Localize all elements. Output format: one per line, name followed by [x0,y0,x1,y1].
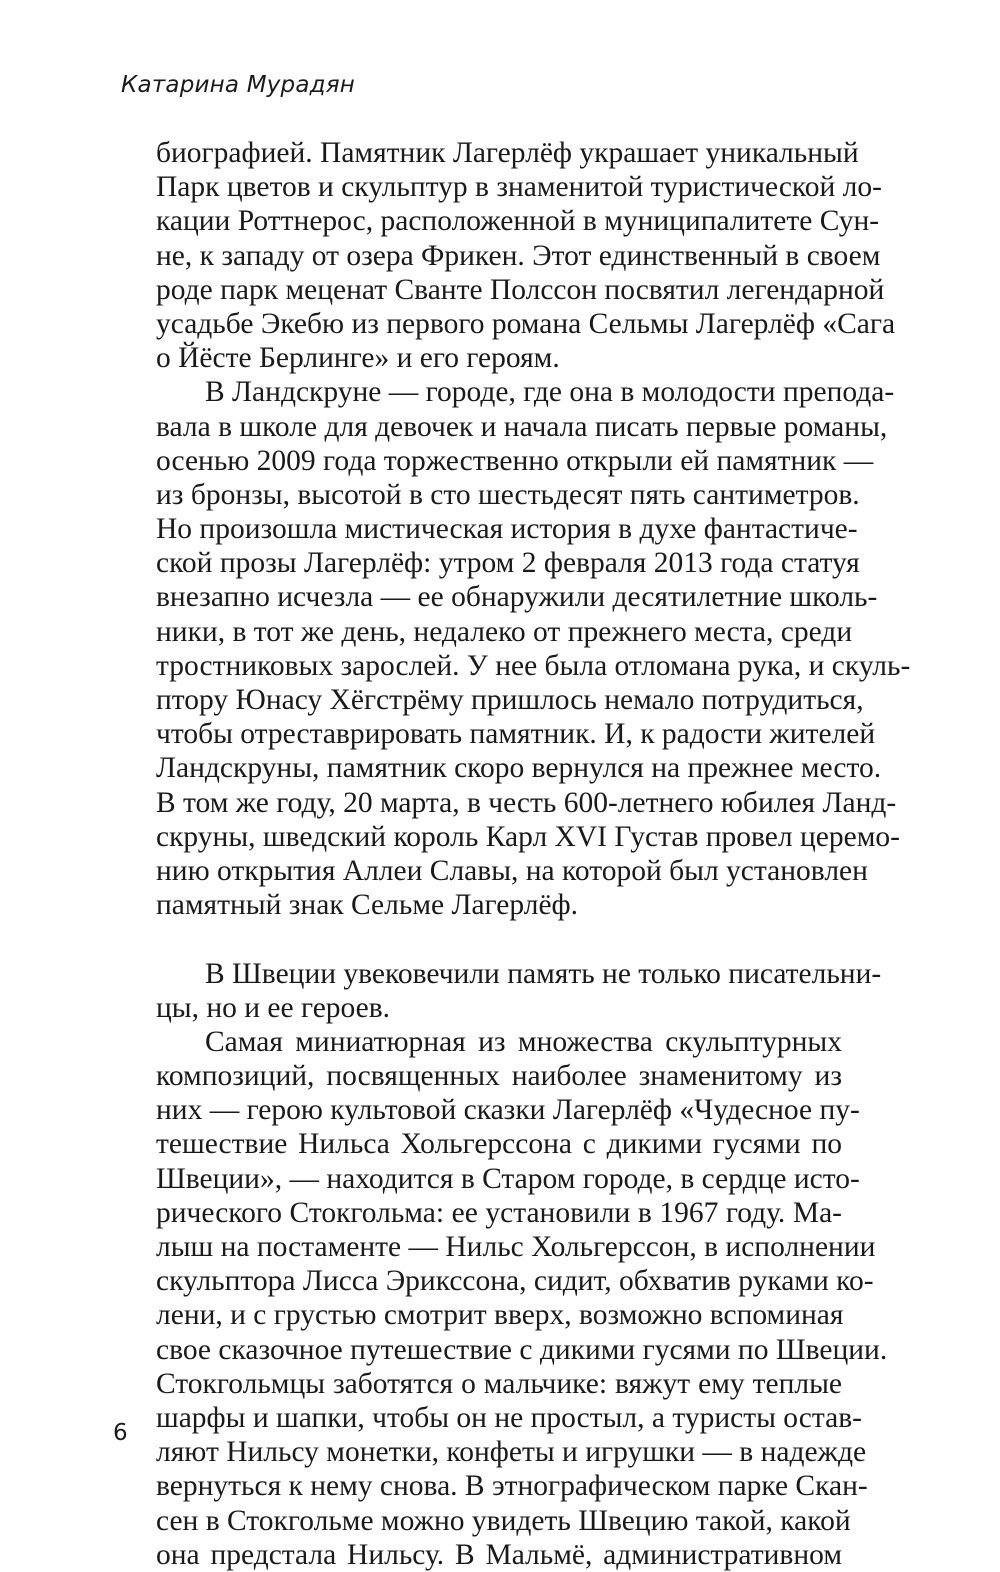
text-line: композиций, посвященных наиболее знаменитому из [156,1060,842,1093]
text-line: осенью 2009 года торжественно открыли ей памятник — [156,444,874,477]
text-line: вала в школе для девочек и начала писать первые романы, [156,410,888,443]
text-line: вернуться к нему снова. В этнографическом парке Скан- [156,1470,868,1503]
text-line: она предстала Нильсу. В Мальмё, административном [156,1538,842,1571]
text-line: цы, но и ее героев. [156,991,391,1024]
text-line: В том же году, 20 марта, в честь 600-летнего юбилея Ланд- [156,786,897,819]
paragraph-4 [156,1025,888,1572]
text-line: шарфы и шапки, чтобы он не простыл, а туристы остав- [156,1401,862,1434]
text-line: лени, и с грустью смотрит вверх, возможно вспоминая [156,1299,844,1332]
text-line: ляют Нильсу монетки, конфеты и игрушки — в надежде [156,1436,867,1469]
paragraph-1 [156,136,896,375]
text-line: усадьбе Экебю из первого романа Сельмы Лагерлёф «Сага [156,307,896,340]
text-line: Но произошла мистическая история в духе фантастиче- [156,513,858,546]
text-line: памятный знак Сельме Лагерлёф. [156,889,579,922]
text-line: рического Стокгольма: ее установили в 1967 году. Ма- [156,1196,842,1229]
text-line: ники, в тот же день, недалеко от прежнего места, среди [156,615,853,648]
text-line: внезапно исчезла — ее обнаружили десятилетние школь- [156,581,878,614]
text-line: не, к западу от озера Фрикен. Этот единственный в своем [156,239,881,272]
paragraph-2 [156,375,911,922]
text-line: В Ландскруне — городе, где она в молодости препода- [205,376,895,409]
text-line: о Йёсте Берлинге» и его героям. [156,342,560,375]
text-line: сен в Стокгольме можно увидеть Швецию такой, какой [156,1504,851,1537]
text-line: Стокгольмцы заботятся о мальчике: вяжут ему теплые [156,1367,842,1400]
text-line: Швеции», — находится в Старом городе, в сердце исто- [156,1162,860,1195]
text-line: ской прозы Лагерлёф: утром 2 февраля 2013 года статуя [156,547,860,580]
text-line: нию открытия Аллеи Славы, на которой был установлен [156,854,868,887]
page-number: 6 [113,1420,128,1446]
running-head-author: Катарина Мурадян [121,72,356,98]
text-line: птору Юнасу Хёгстрёму пришлось немало потрудиться, [156,684,864,716]
text-line: скруны, шведский король Карл XVI Густав провел церемо- [156,820,900,853]
text-line: роде парк меценат Сванте Полссон посвятил легендарной [156,273,885,306]
text-line: биографией. Памятник Лагерлёф украшает уникальный [156,137,859,169]
text-line: Самая миниатюрная из множества скульптурных [205,1025,842,1058]
text-line: Парк цветов и скульптур в знаменитой туристической ло- [156,171,882,204]
text-line: В Швеции увековечили память не только писательни- [205,957,882,990]
text-line: из бронзы, высотой в сто шестьдесят пять сантиметров. [156,478,860,511]
section-break [156,922,842,956]
body-text [156,136,911,1572]
text-line: Ландскруны, памятник скоро вернулся на прежнее место. [156,752,882,785]
text-line: кации Роттнерос, расположенной в муниципалитете Сун- [156,205,880,238]
text-line: скульптора Лисса Эрикссона, сидит, обхватив руками ко- [156,1265,874,1298]
text-line: лыш на постаменте — Нильс Хольгерссон, в исполнении [156,1231,876,1263]
text-line: них — герою культовой сказки Лагерлёф «Чудесное пу- [156,1094,860,1127]
text-line: тешествие Нильса Хольгерссона с дикими гусями по [156,1128,842,1161]
text-line: чтобы отреставрировать памятник. И, к радости жителей [156,718,876,751]
text-line: свое сказочное путешествие с дикими гусями по Швеции. [156,1333,888,1366]
paragraph-3 [156,957,882,1025]
text-line: тростниковых зарослей. У нее была отломана рука, и скуль- [156,649,911,682]
